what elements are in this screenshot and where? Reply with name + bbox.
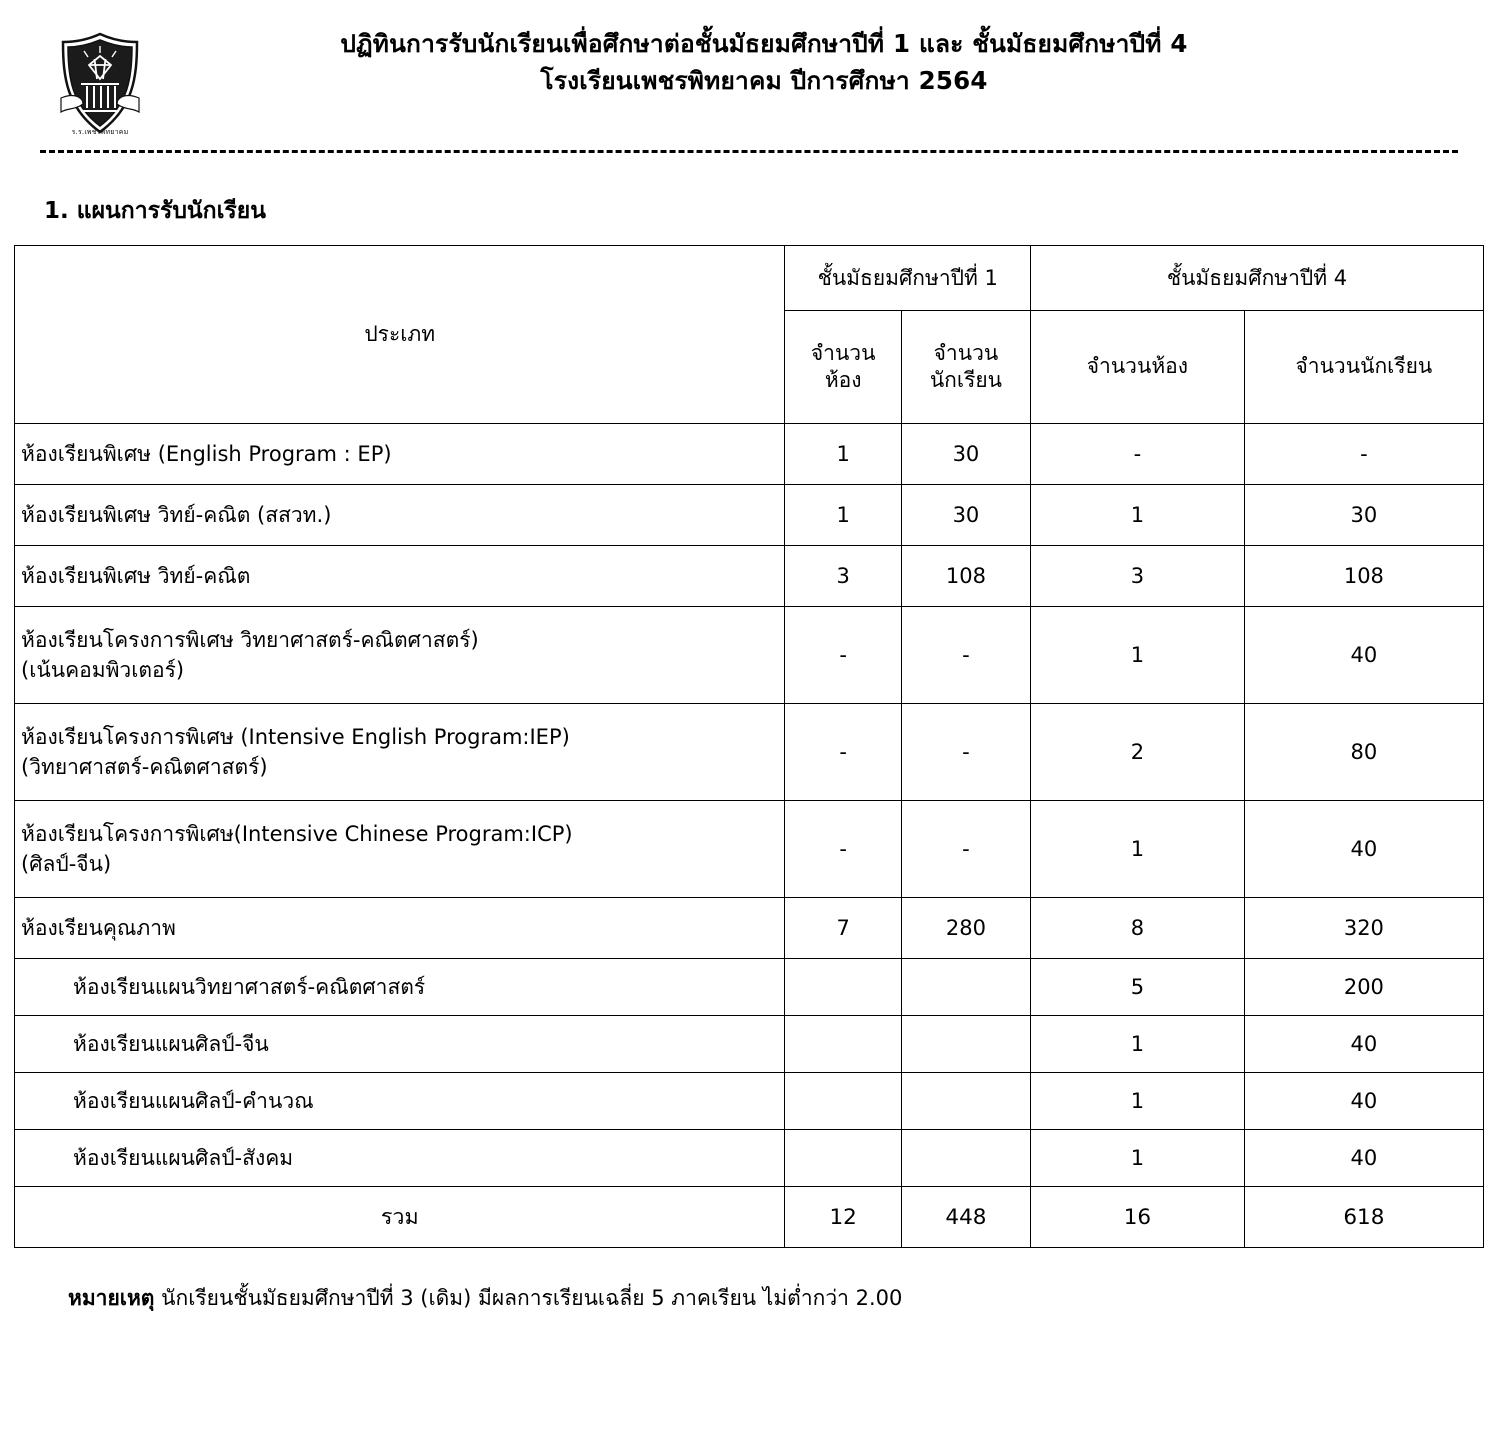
enrollment-plan-table xyxy=(14,245,1484,1248)
cell-m1-rooms xyxy=(785,959,901,1016)
cell-total-m1-rooms: 12 xyxy=(785,1187,901,1248)
crest-label: ร.ร.เพชรพิทยาคม xyxy=(71,128,129,136)
cell-m4-students: 320 xyxy=(1244,898,1483,959)
table-row xyxy=(15,546,1484,607)
column-header-m1-students xyxy=(901,311,1030,424)
cell-m4-students: 200 xyxy=(1244,959,1483,1016)
table-body xyxy=(15,424,1484,1248)
table-row xyxy=(15,959,1484,1016)
cell-type-line1: ห้องเรียนพิเศษ (English Program : EP) xyxy=(21,441,392,466)
cell-m4-students: 40 xyxy=(1244,1016,1483,1073)
column-header-m4-rooms: จำนวนห้อง xyxy=(1030,311,1244,424)
table-row xyxy=(15,1130,1484,1187)
cell-m4-students: 40 xyxy=(1244,1130,1483,1187)
cell-m1-rooms: 1 xyxy=(785,424,901,485)
cell-type-line1: ห้องเรียนพิเศษ วิทย์-คณิต xyxy=(21,563,251,588)
cell-type-line1: ห้องเรียนคุณภาพ xyxy=(21,915,176,940)
cell-m4-students: 40 xyxy=(1244,607,1483,704)
page-title: ปฏิทินการรับนักเรียนเพื่อศึกษาต่อชั้นมัธยมศึกษาปีที่ 1 และ ชั้นมัธยมศึกษาปีที่ 4 xyxy=(340,29,1188,58)
cell-type-line2: (วิทยาศาสตร์-คณิตศาสตร์) xyxy=(21,755,268,779)
cell-m1-rooms: - xyxy=(785,607,901,704)
cell-total-m4-rooms: 16 xyxy=(1030,1187,1244,1248)
cell-m4-rooms: 1 xyxy=(1030,485,1244,546)
cell-m1-students: - xyxy=(901,704,1030,801)
cell-m1-rooms xyxy=(785,1130,901,1187)
cell-m1-students xyxy=(901,959,1030,1016)
cell-total-label: รวม xyxy=(15,1187,785,1248)
header-divider xyxy=(40,150,1458,153)
cell-m4-rooms: 5 xyxy=(1030,959,1244,1016)
cell-m1-students: - xyxy=(901,801,1030,898)
table-row xyxy=(15,898,1484,959)
cell-m4-students: 30 xyxy=(1244,485,1483,546)
column-header-m4-students: จำนวนนักเรียน xyxy=(1244,311,1483,424)
table-row xyxy=(15,1073,1484,1130)
cell-m4-rooms: 3 xyxy=(1030,546,1244,607)
footnote xyxy=(68,1282,1498,1315)
cell-type-line1: ห้องเรียนโครงการพิเศษ(Intensive Chinese Program:ICP) xyxy=(21,821,573,846)
cell-type-line2: (เน้นคอมพิวเตอร์) xyxy=(21,658,185,682)
section-heading: 1. แผนการรับนักเรียน xyxy=(44,198,266,224)
column-header-m1-rooms-line1: จำนวน xyxy=(810,340,876,365)
table-row xyxy=(15,424,1484,485)
cell-m4-rooms: 8 xyxy=(1030,898,1244,959)
cell-type xyxy=(15,801,785,898)
cell-m1-rooms xyxy=(785,1073,901,1130)
cell-m4-students: 40 xyxy=(1244,1073,1483,1130)
page-subtitle: โรงเรียนเพชรพิทยาคม ปีการศึกษา 2564 xyxy=(540,65,988,95)
cell-m4-students: 40 xyxy=(1244,801,1483,898)
cell-type xyxy=(15,1073,785,1130)
cell-type xyxy=(15,898,785,959)
cell-m1-rooms: - xyxy=(785,801,901,898)
plan-table-container xyxy=(14,245,1478,1248)
column-header-m1-rooms xyxy=(785,311,901,424)
cell-m1-students: 30 xyxy=(901,424,1030,485)
cell-total-m4-students: 618 xyxy=(1244,1187,1483,1248)
cell-m1-students: 280 xyxy=(901,898,1030,959)
table-row xyxy=(15,801,1484,898)
table-row xyxy=(15,704,1484,801)
school-crest-icon xyxy=(57,32,143,136)
cell-m1-rooms: 1 xyxy=(785,485,901,546)
cell-type xyxy=(15,1016,785,1073)
cell-m4-rooms: 1 xyxy=(1030,1016,1244,1073)
footnote-label: หมายเหตุ xyxy=(68,1286,155,1310)
cell-m1-rooms xyxy=(785,1016,901,1073)
cell-m4-rooms: 1 xyxy=(1030,801,1244,898)
cell-m1-students xyxy=(901,1130,1030,1187)
cell-m4-rooms: 2 xyxy=(1030,704,1244,801)
cell-m1-rooms: 3 xyxy=(785,546,901,607)
cell-m4-students: 108 xyxy=(1244,546,1483,607)
cell-m1-students: - xyxy=(901,607,1030,704)
column-header-m1-students-line1: จำนวน xyxy=(933,340,999,365)
cell-type-line1: ห้องเรียนแผนวิทยาศาสตร์-คณิตศาสตร์ xyxy=(73,974,426,999)
column-header-type: ประเภท xyxy=(15,246,785,424)
cell-m4-students: 80 xyxy=(1244,704,1483,801)
cell-type xyxy=(15,607,785,704)
cell-type xyxy=(15,959,785,1016)
table-row xyxy=(15,607,1484,704)
cell-type xyxy=(15,704,785,801)
cell-type-line1: ห้องเรียนแผนศิลป์-คำนวณ xyxy=(73,1088,314,1113)
cell-type-line1: ห้องเรียนโครงการพิเศษ วิทยาศาสตร์-คณิตศาสตร์) xyxy=(21,627,479,652)
cell-m4-rooms: 1 xyxy=(1030,1073,1244,1130)
column-header-m1-rooms-line2: ห้อง xyxy=(824,368,862,392)
cell-type-line1: ห้องเรียนพิเศษ วิทย์-คณิต (สสวท.) xyxy=(21,502,332,527)
cell-m1-rooms: - xyxy=(785,704,901,801)
cell-m4-students: - xyxy=(1244,424,1483,485)
cell-type xyxy=(15,1130,785,1187)
cell-m1-students xyxy=(901,1016,1030,1073)
column-group-header-m4: ชั้นมัธยมศึกษาปีที่ 4 xyxy=(1030,246,1483,311)
cell-m1-students: 30 xyxy=(901,485,1030,546)
column-group-header-m1: ชั้นมัธยมศึกษาปีที่ 1 xyxy=(785,246,1031,311)
cell-m1-rooms: 7 xyxy=(785,898,901,959)
title-block xyxy=(160,26,1458,99)
cell-m1-students xyxy=(901,1073,1030,1130)
cell-type xyxy=(15,485,785,546)
cell-type-line1: ห้องเรียนแผนศิลป์-จีน xyxy=(73,1031,269,1056)
table-header-row-groups xyxy=(15,246,1484,311)
cell-m1-students: 108 xyxy=(901,546,1030,607)
cell-type-line1: ห้องเรียนแผนศิลป์-สังคม xyxy=(73,1145,294,1170)
table-row xyxy=(15,485,1484,546)
table-total-row xyxy=(15,1187,1484,1248)
footnote-text: นักเรียนชั้นมัธยมศึกษาปีที่ 3 (เดิม) มีผลการเรียนเฉลี่ย 5 ภาคเรียน ไม่ต่ำกว่า 2.00 xyxy=(154,1286,903,1310)
column-header-m1-students-line2: นักเรียน xyxy=(929,368,1003,392)
cell-type-line1: ห้องเรียนโครงการพิเศษ (Intensive English Program:IEP) xyxy=(21,724,570,749)
table-row xyxy=(15,1016,1484,1073)
cell-type xyxy=(15,546,785,607)
document-header xyxy=(0,0,1498,136)
cell-type xyxy=(15,424,785,485)
cell-m4-rooms: - xyxy=(1030,424,1244,485)
cell-type-line2: (ศิลป์-จีน) xyxy=(21,852,112,876)
logo-container xyxy=(40,26,160,136)
cell-m4-rooms: 1 xyxy=(1030,607,1244,704)
cell-m4-rooms: 1 xyxy=(1030,1130,1244,1187)
cell-total-m1-students: 448 xyxy=(901,1187,1030,1248)
